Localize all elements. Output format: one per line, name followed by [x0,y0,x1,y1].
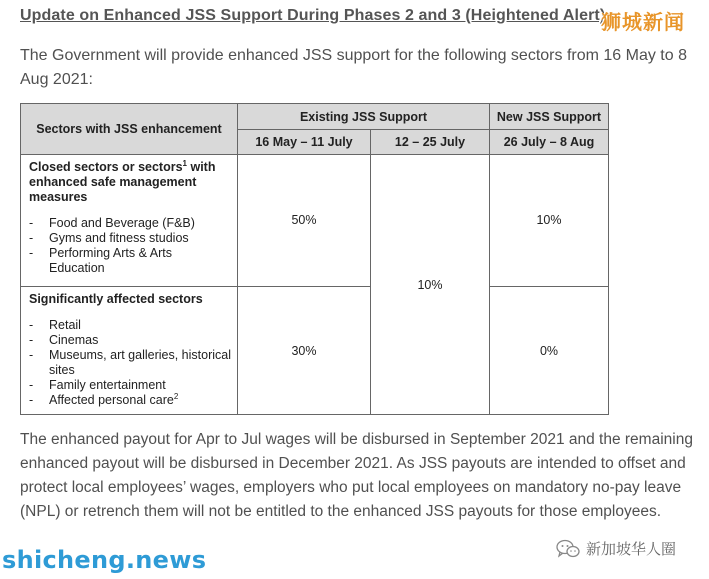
value-affected-period-1: 30% [238,287,371,415]
wechat-icon [556,539,580,559]
list-item: - Gyms and fitness studios [29,231,189,245]
watermark-bottom: shicheng.news [2,546,207,574]
jss-support-table [20,103,609,415]
value-period-2-shared: 10% [371,155,490,415]
value-closed-period-3: 10% [490,155,609,287]
page-title: Update on Enhanced JSS Support During Phases 2 and 3 (Heightened Alert) [20,7,606,24]
sector-title: Significantly affected sectors [29,292,203,306]
list-item: - Retail [29,318,81,332]
value-closed-period-1: 50% [238,155,371,287]
table-row [21,155,609,287]
list-item: - Performing Arts & Arts Education [29,246,172,275]
list-item: - Affected personal care$^2$ [29,391,179,407]
sector-list [29,216,231,276]
header-sectors: Sectors with JSS enhancement [21,104,238,155]
watermark-top: 狮城新闻 [601,10,685,34]
sector-list [29,318,231,408]
sector-title: Closed sectors or sectors$^1$ with enhanced safe management measures [29,158,216,204]
wechat-account-name: 新加坡华人圈 [586,540,677,558]
header-period-2: 12 – 25 July [371,130,490,155]
list-item: - Cinemas [29,333,99,347]
sector-cell-closed [21,155,238,287]
header-new-support: New JSS Support [490,104,609,130]
header-period-3: 26 July – 8 Aug [490,130,609,155]
list-item: - Food and Beverage (F&B) [29,216,195,230]
intro-paragraph: The Government will provide enhanced JSS support for the following sectors from 16 May to 8 Aug 2021: [20,47,687,88]
wechat-badge [556,538,676,559]
body-paragraph: The enhanced payout for Apr to Jul wages will be disbursed in September 2021 and the remaining enhanced payout will be disbursed in December 2021. As JSS payouts are intended to offset and protect local employees’ wages, employers who put local employees on mandatory no-pay leave (NPL) or retrench them will not be entitled to the enhanced JSS payouts for those employees. [20,431,693,520]
list-item: - Museums, art galleries, historical sites [29,348,232,377]
header-existing-support: Existing JSS Support [238,104,490,130]
value-affected-period-3: 0% [490,287,609,415]
table-row [21,287,609,415]
header-period-1: 16 May – 11 July [238,130,371,155]
sector-cell-affected [21,287,238,415]
list-item: - Family entertainment [29,378,166,392]
